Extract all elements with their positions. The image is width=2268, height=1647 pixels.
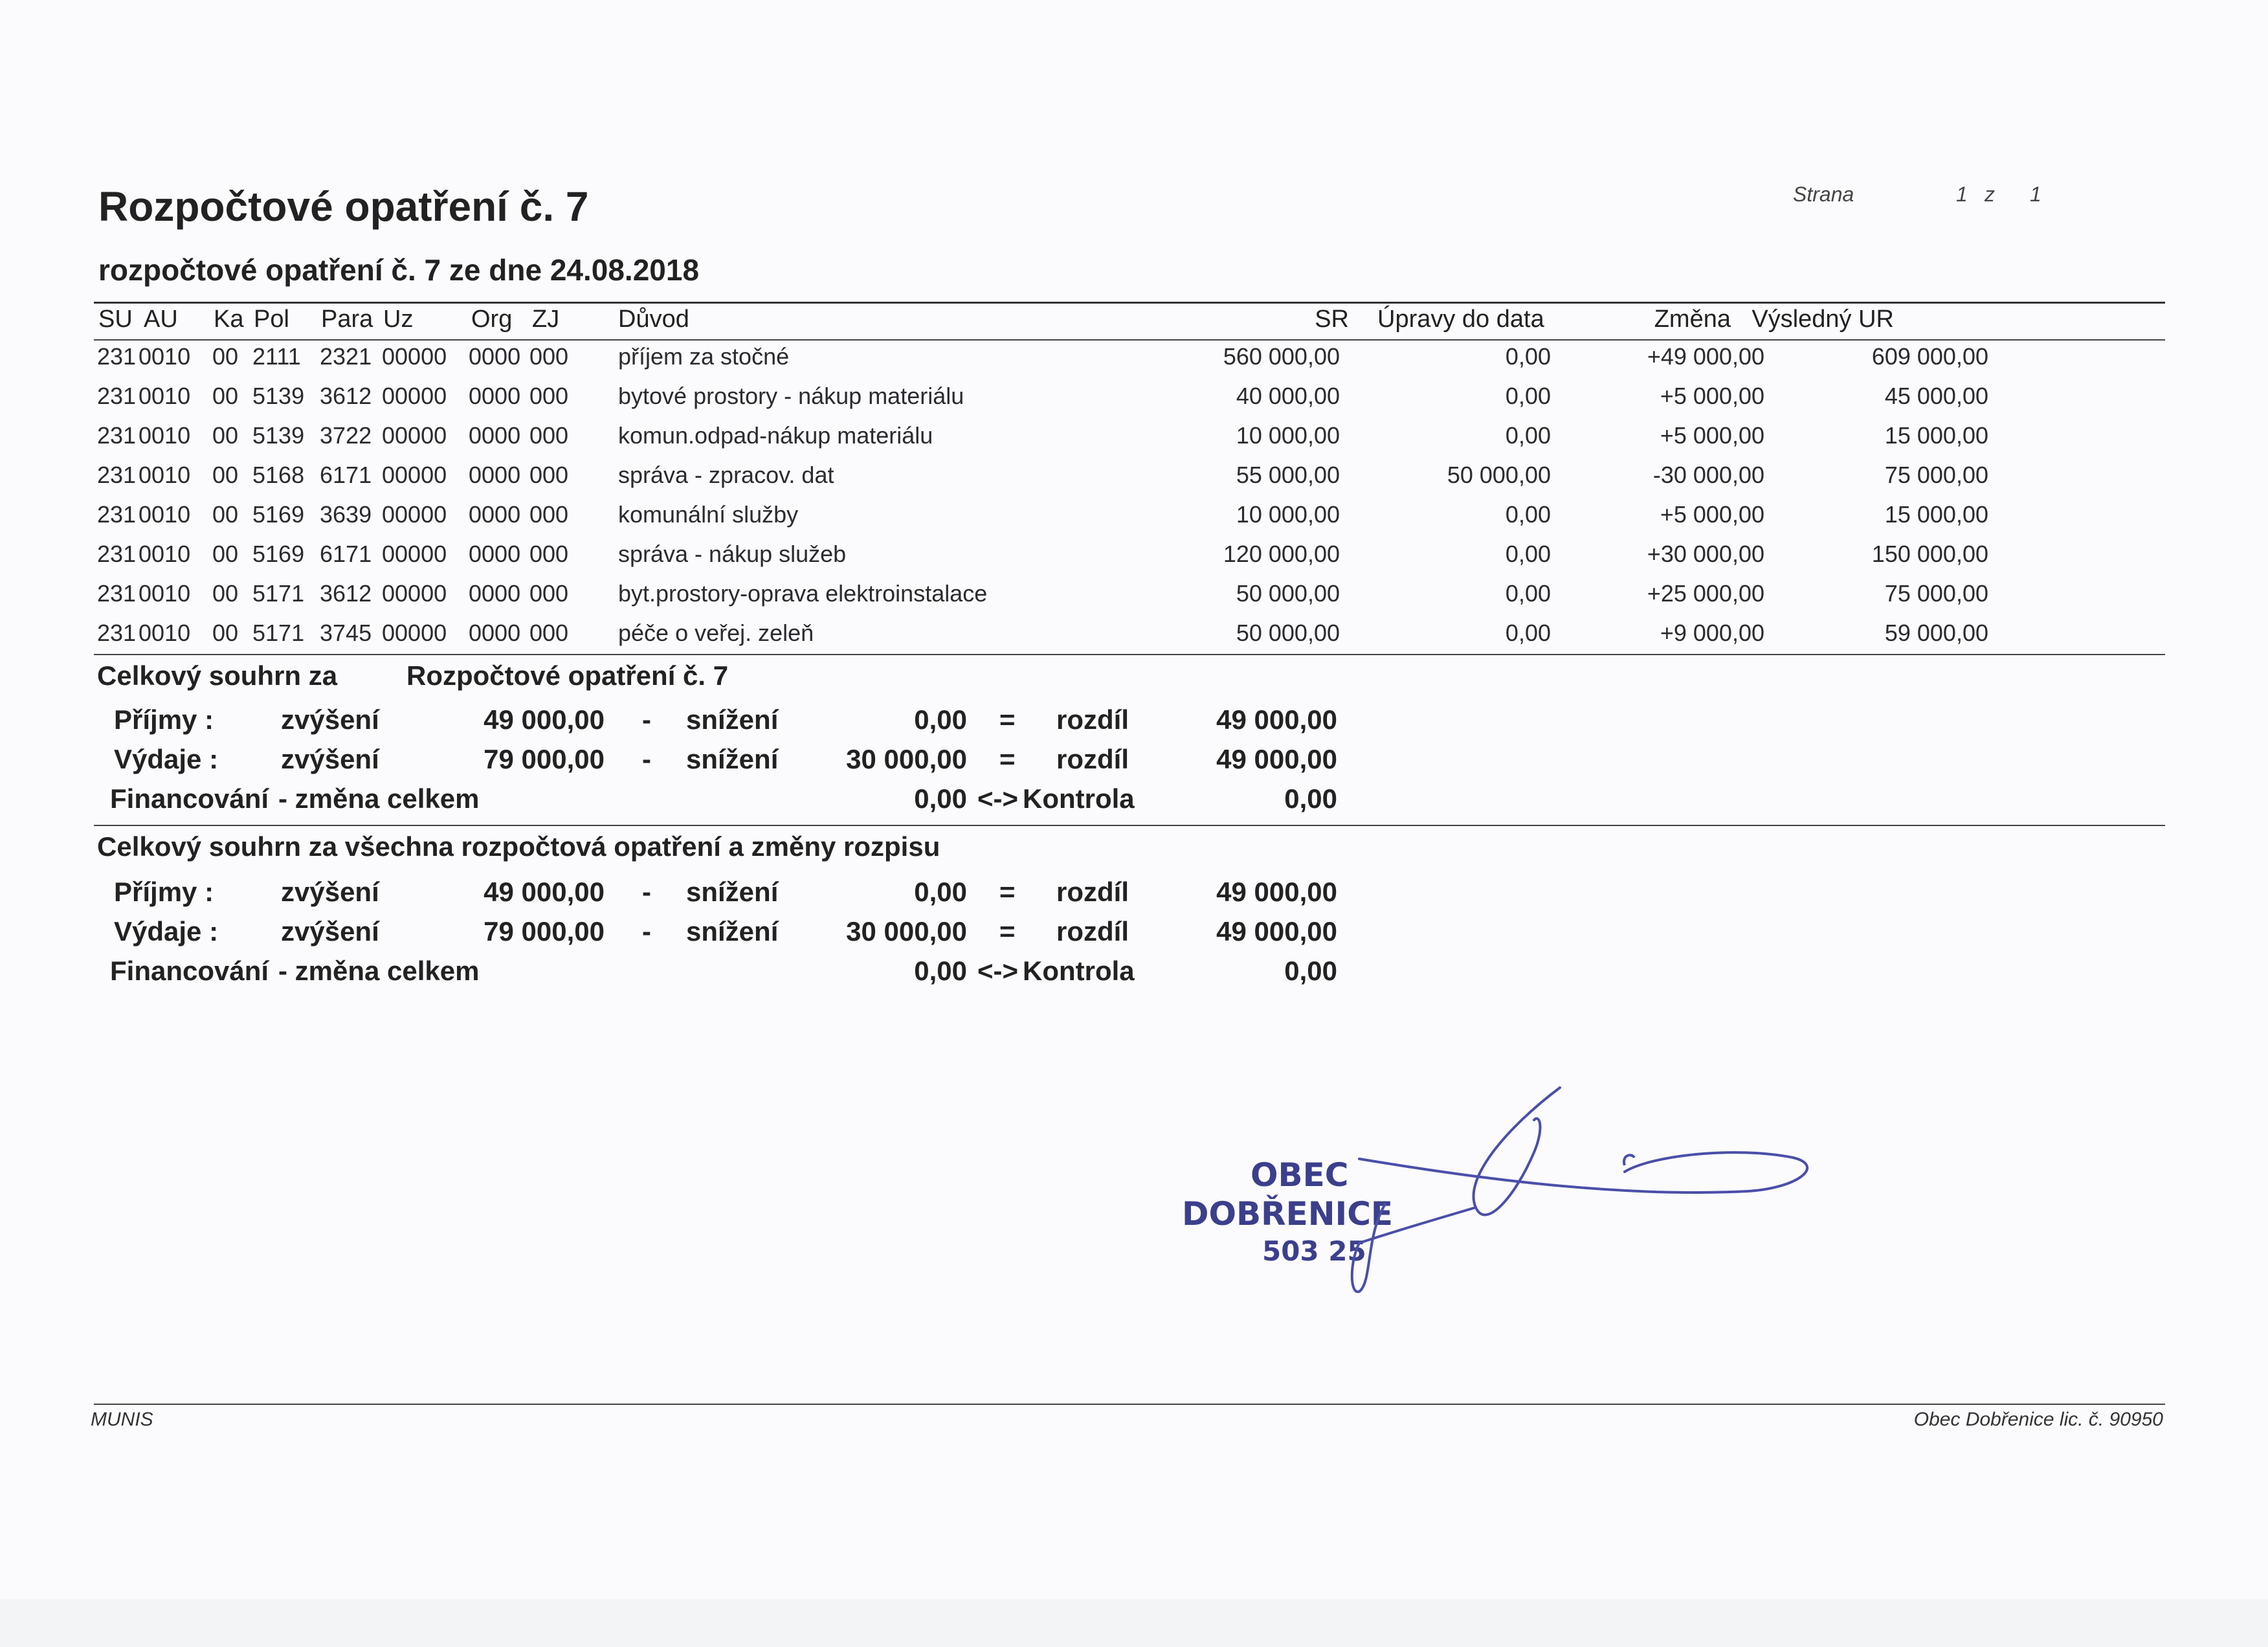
page-subtitle: rozpočtové opatření č. 7 ze dne 24.08.2018	[98, 253, 700, 287]
page-current: 1	[1956, 183, 1968, 206]
cell-duvod: správa - zpracov. dat	[618, 462, 834, 488]
cell-org: 0000	[469, 422, 521, 449]
summary1-title-b: Rozpočtové opatření č. 7	[406, 660, 729, 691]
cell-upravy: 0,00	[1505, 541, 1551, 567]
signature-icon	[1346, 1075, 1838, 1308]
cell-au: 0010	[139, 422, 191, 449]
cell-upravy: 0,00	[1505, 620, 1551, 646]
cell-ur: 150 000,00	[1871, 541, 1988, 567]
column-header: Úpravy do data	[1377, 306, 1544, 333]
summary1-title-a: Celkový souhrn za	[97, 660, 338, 691]
summary2-title: Celkový souhrn za všechna rozpočtová opatření a změny rozpisu	[97, 831, 940, 862]
column-header: Para	[321, 306, 373, 333]
cell-su: 231	[97, 383, 137, 409]
page-label: Strana	[1793, 183, 1854, 206]
summary1-fin-arrow: <->	[977, 783, 1019, 814]
cell-org: 0000	[469, 343, 521, 370]
summary1-dec-label: snížení	[686, 744, 779, 774]
cell-pol: 5169	[252, 501, 305, 528]
cell-org: 0000	[469, 541, 521, 567]
summary-rule	[94, 825, 2165, 826]
column-header: Pol	[254, 306, 289, 333]
cell-zmena: +30 000,00	[1647, 541, 1764, 567]
summary1-diff: 49 000,00	[1216, 744, 1337, 774]
cell-para: 2321	[320, 343, 372, 370]
summary2-dec: 0,00	[914, 877, 967, 907]
summary1-fin-value: 0,00	[914, 783, 967, 814]
cell-uz: 00000	[382, 580, 447, 607]
summary2-dec: 30 000,00	[846, 916, 967, 947]
cell-org: 0000	[469, 383, 521, 409]
summary2-diff: 49 000,00	[1216, 877, 1337, 907]
summary1-minus: -	[642, 704, 651, 735]
cell-ka: 00	[212, 620, 239, 646]
cell-au: 0010	[139, 383, 191, 409]
summary2-eq: =	[999, 916, 1016, 947]
cell-para: 3612	[320, 383, 372, 409]
column-header: SR	[1315, 306, 1349, 333]
cell-sr: 120 000,00	[1223, 541, 1340, 567]
cell-ur: 609 000,00	[1871, 343, 1988, 370]
cell-zj: 000	[529, 580, 569, 607]
summary1-dec: 30 000,00	[846, 744, 967, 774]
cell-su: 231	[97, 343, 137, 370]
summary1-dec: 0,00	[914, 704, 967, 735]
column-header: Ka	[214, 306, 244, 333]
summary1-inc-label: zvýšení	[281, 744, 379, 774]
cell-org: 0000	[469, 501, 521, 528]
cell-upravy: 0,00	[1505, 580, 1551, 607]
cell-pol: 5169	[252, 541, 305, 567]
cell-sr: 50 000,00	[1236, 620, 1340, 646]
cell-uz: 00000	[382, 620, 447, 646]
cell-zmena: +5 000,00	[1660, 422, 1764, 449]
cell-su: 231	[97, 501, 137, 528]
cell-zj: 000	[529, 620, 569, 646]
cell-upravy: 0,00	[1505, 383, 1551, 409]
stamp-line-3: 503 25	[1262, 1235, 1366, 1267]
summary2-fin-value: 0,00	[914, 956, 967, 986]
cell-au: 0010	[139, 462, 191, 488]
cell-zj: 000	[529, 383, 569, 409]
summary1-minus: -	[642, 744, 651, 774]
cell-zmena: +5 000,00	[1660, 383, 1764, 409]
header-rule-top	[94, 302, 2165, 304]
cell-su: 231	[97, 541, 137, 567]
summary1-label: Příjmy :	[114, 704, 214, 735]
cell-org: 0000	[469, 462, 521, 488]
summary1-label: Výdaje :	[114, 744, 219, 774]
cell-su: 231	[97, 462, 137, 488]
cell-su: 231	[97, 422, 137, 449]
footer-left: MUNIS	[91, 1409, 153, 1430]
cell-pol: 5168	[252, 462, 305, 488]
cell-su: 231	[97, 580, 137, 607]
cell-ka: 00	[212, 343, 239, 370]
cell-uz: 00000	[382, 422, 447, 449]
summary2-fin-control-value: 0,00	[1284, 956, 1337, 986]
cell-ur: 15 000,00	[1884, 501, 1988, 528]
cell-zj: 000	[529, 462, 569, 488]
page-separator: z	[1984, 183, 1995, 206]
cell-ur: 75 000,00	[1884, 462, 1988, 488]
footer-right: Obec Dobřenice lic. č. 90950	[1913, 1409, 2163, 1430]
cell-zj: 000	[529, 422, 569, 449]
cell-ur: 75 000,00	[1884, 580, 1988, 607]
cell-sr: 50 000,00	[1236, 580, 1340, 607]
cell-ka: 00	[212, 580, 239, 607]
cell-sr: 560 000,00	[1223, 343, 1340, 370]
column-header: Org	[471, 306, 513, 333]
cell-au: 0010	[139, 580, 191, 607]
footer-rule	[94, 1404, 2165, 1405]
cell-ur: 59 000,00	[1884, 620, 1988, 646]
column-header: Výsledný UR	[1751, 306, 1894, 333]
cell-zmena: +49 000,00	[1647, 343, 1764, 370]
column-header: SU	[98, 306, 133, 333]
cell-uz: 00000	[382, 383, 447, 409]
cell-uz: 00000	[382, 343, 447, 370]
cell-ka: 00	[212, 462, 239, 488]
cell-au: 0010	[139, 343, 191, 370]
cell-pol: 5171	[252, 620, 305, 646]
cell-upravy: 0,00	[1505, 422, 1551, 449]
summary2-fin-text: - změna celkem	[278, 956, 480, 986]
cell-duvod: příjem za stočné	[618, 343, 790, 370]
cell-duvod: byt.prostory-oprava elektroinstalace	[618, 580, 988, 607]
page-title: Rozpočtové opatření č. 7	[98, 183, 589, 230]
cell-zmena: +5 000,00	[1660, 501, 1764, 528]
cell-sr: 40 000,00	[1236, 383, 1340, 409]
summary2-fin-arrow: <->	[977, 956, 1019, 986]
cell-upravy: 50 000,00	[1447, 462, 1551, 488]
summary1-diff-label: rozdíl	[1056, 704, 1129, 735]
cell-zj: 000	[529, 541, 569, 567]
cell-duvod: správa - nákup služeb	[618, 541, 847, 567]
column-header: ZJ	[532, 306, 560, 333]
summary2-minus: -	[642, 916, 651, 947]
summary1-fin-control-value: 0,00	[1284, 783, 1337, 814]
cell-uz: 00000	[382, 541, 447, 567]
summary2-inc-label: zvýšení	[281, 877, 379, 907]
summary1-fin-label: Financování	[110, 783, 269, 814]
column-header: AU	[144, 306, 178, 333]
cell-sr: 55 000,00	[1236, 462, 1340, 488]
summary1-diff: 49 000,00	[1216, 704, 1337, 735]
cell-zmena: -30 000,00	[1652, 462, 1764, 488]
summary1-inc: 49 000,00	[484, 704, 605, 735]
header-rule-bottom	[94, 339, 2165, 341]
cell-pol: 5139	[252, 383, 305, 409]
summary2-dec-label: snížení	[686, 916, 779, 947]
column-header: Důvod	[618, 306, 689, 333]
summary1-inc-label: zvýšení	[281, 704, 379, 735]
cell-ka: 00	[212, 422, 239, 449]
cell-para: 3745	[320, 620, 372, 646]
cell-sr: 10 000,00	[1236, 501, 1340, 528]
cell-duvod: komun.odpad-nákup materiálu	[618, 422, 933, 449]
cell-duvod: komunální služby	[618, 501, 799, 528]
summary1-eq: =	[999, 744, 1016, 774]
summary2-label: Příjmy :	[114, 877, 214, 907]
cell-duvod: bytové prostory - nákup materiálu	[618, 383, 964, 409]
cell-org: 0000	[469, 580, 521, 607]
summary1-dec-label: snížení	[686, 704, 779, 735]
cell-upravy: 0,00	[1505, 501, 1551, 528]
cell-pol: 2111	[252, 343, 301, 370]
summary2-minus: -	[642, 877, 651, 907]
cell-duvod: péče o veřej. zeleň	[618, 620, 814, 646]
cell-zj: 000	[529, 343, 569, 370]
summary1-diff-label: rozdíl	[1056, 744, 1129, 774]
cell-zmena: +9 000,00	[1660, 620, 1764, 646]
cell-ka: 00	[212, 541, 239, 567]
cell-au: 0010	[139, 541, 191, 567]
summary2-inc-label: zvýšení	[281, 916, 379, 947]
cell-upravy: 0,00	[1505, 343, 1551, 370]
summary2-diff: 49 000,00	[1216, 916, 1337, 947]
cell-ka: 00	[212, 383, 239, 409]
cell-ur: 15 000,00	[1884, 422, 1988, 449]
summary2-eq: =	[999, 877, 1016, 907]
cell-para: 3639	[320, 501, 372, 528]
table-rule-bottom	[94, 654, 2165, 655]
stamp-line-1: OBEC	[1251, 1156, 1349, 1194]
summary1-fin-text: - změna celkem	[278, 783, 480, 814]
cell-para: 3612	[320, 580, 372, 607]
summary2-inc: 49 000,00	[484, 877, 605, 907]
cell-au: 0010	[139, 501, 191, 528]
cell-para: 6171	[320, 541, 372, 567]
column-header: Uz	[383, 306, 414, 333]
summary2-dec-label: snížení	[686, 877, 779, 907]
cell-ka: 00	[212, 501, 239, 528]
cell-zmena: +25 000,00	[1647, 580, 1764, 607]
summary2-fin-control: Kontrola	[1023, 956, 1135, 986]
cell-pol: 5139	[252, 422, 305, 449]
cell-sr: 10 000,00	[1236, 422, 1340, 449]
summary2-label: Výdaje :	[114, 916, 219, 947]
page-total: 1	[2030, 183, 2041, 206]
summary1-eq: =	[999, 704, 1016, 735]
cell-au: 0010	[139, 620, 191, 646]
cell-uz: 00000	[382, 462, 447, 488]
cell-su: 231	[97, 620, 137, 646]
stamp-line-2: DOBŘENICE	[1182, 1195, 1394, 1233]
cell-para: 3722	[320, 422, 372, 449]
summary2-inc: 79 000,00	[484, 916, 605, 947]
cell-uz: 00000	[382, 501, 447, 528]
cell-ur: 45 000,00	[1884, 383, 1988, 409]
summary2-fin-label: Financování	[110, 956, 269, 986]
column-header: Změna	[1654, 306, 1731, 333]
cell-zj: 000	[529, 501, 569, 528]
cell-pol: 5171	[252, 580, 305, 607]
summary2-diff-label: rozdíl	[1056, 916, 1129, 947]
summary1-inc: 79 000,00	[484, 744, 605, 774]
summary2-diff-label: rozdíl	[1056, 877, 1129, 907]
summary1-fin-control: Kontrola	[1023, 783, 1135, 814]
cell-org: 0000	[469, 620, 521, 646]
cell-para: 6171	[320, 462, 372, 488]
